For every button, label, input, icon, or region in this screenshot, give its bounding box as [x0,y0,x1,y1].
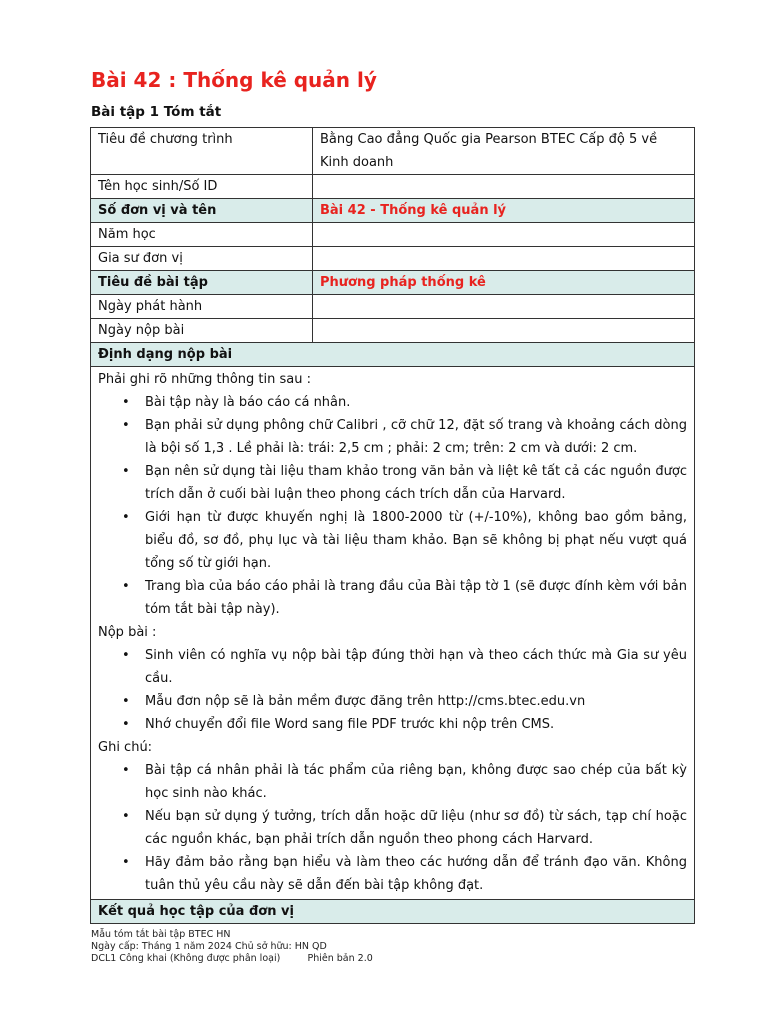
assignment-brief-table [90,127,695,924]
row-value [313,295,695,319]
document-title: Bài 42 : Thống kê quản lý [91,68,377,92]
list-item: • Nếu bạn sử dụng ý tưởng, trích dẫn hoặc dữ liệu (như sơ đồ) từ sách, tạp chí hoặc các nguồn khác, bạn phải trích dẫn nguồn theo phong cách Harvard. [145,805,687,851]
footer-line: Mẫu tóm tắt bài tập BTEC HN [91,929,231,940]
section-header-row [91,343,695,367]
section-header-row [91,900,695,924]
notes-title: Ghi chú: [98,740,153,755]
row-label: Số đơn vị và tên [91,199,313,223]
submission-list [98,644,687,736]
row-value: Phương pháp thống kê [313,271,695,295]
list-item: • Hãy đảm bảo rằng bạn hiểu và làm theo các hướng dẫn để tránh đạo văn. Không tuân thủ yêu cầu này sẽ dẫn đến bài tập không đạt. [145,851,687,897]
table-row [91,128,695,175]
table-row-highlight [91,199,695,223]
row-label: Ngày nộp bài [91,319,313,343]
table-row-highlight [91,271,695,295]
content-row [91,367,695,900]
footer-line: Ngày cấp: Tháng 1 năm 2024 Chủ sở hữu: HN QD [91,941,327,952]
row-label: Ngày phát hành [91,295,313,319]
table-row [91,175,695,199]
row-label: Tiêu đề bài tập [91,271,313,295]
format-list [98,391,687,621]
list-item: • Bài tập cá nhân phải là tác phẩm của riêng bạn, không được sao chép của bất kỳ học sinh nào khác. [145,759,687,805]
row-value [313,319,695,343]
row-value [313,223,695,247]
list-item: • Sinh viên có nghĩa vụ nộp bài tập đúng thời hạn và theo cách thức mà Gia sư yêu cầu. [145,644,687,690]
list-item: • Bạn nên sử dụng tài liệu tham khảo trong văn bản và liệt kê tất cả các nguồn được trích dẫn ở cuối bài luận theo phong cách trích dẫn của Harvard. [145,460,687,506]
list-item: • Nhớ chuyển đổi file Word sang file PDF trước khi nộp trên CMS. [145,713,687,736]
instructions-cell [91,367,695,900]
row-value [313,247,695,271]
row-label: Tiêu đề chương trình [91,128,313,175]
document-subtitle: Bài tập 1 Tóm tắt [91,104,222,120]
table-row [91,319,695,343]
instructions-intro: Phải ghi rõ những thông tin sau : [98,372,311,387]
list-item: • Trang bìa của báo cáo phải là trang đầu của Bài tập tờ 1 (sẽ được đính kèm với bản tóm tắt bài tập này). [145,575,687,621]
list-item: • Bài tập này là báo cáo cá nhân. [145,391,687,414]
submission-format-header: Định dạng nộp bài [91,343,695,367]
submission-title: Nộp bài : [98,625,157,640]
row-label: Tên học sinh/Số ID [91,175,313,199]
list-item: • Bạn phải sử dụng phông chữ Calibri , cỡ chữ 12, đặt số trang và khoảng cách dòng là bội số 1,3 . Lề phải là: trái: 2,5 cm ; phải: 2 cm; trên: 2 cm và dưới: 2 cm. [145,414,687,460]
row-value [313,175,695,199]
page-footer [91,929,373,965]
notes-list [98,759,687,897]
table-row [91,223,695,247]
table-row [91,295,695,319]
list-item: • Giới hạn từ được khuyến nghị là 1800-2000 từ (+/-10%), không bao gồm bảng, biểu đồ, sơ đồ, phụ lục và tài liệu tham khảo. Bạn sẽ không bị phạt nếu vượt quá tổng số từ giới hạn. [145,506,687,575]
row-label: Gia sư đơn vị [91,247,313,271]
learning-outcomes-header: Kết quả học tập của đơn vị [91,900,695,924]
row-label: Năm học [91,223,313,247]
row-value: Bằng Cao đẳng Quốc gia Pearson BTEC Cấp độ 5 về Kinh doanh [313,128,695,175]
row-value: Bài 42 - Thống kê quản lý [313,199,695,223]
table-row [91,247,695,271]
footer-line: DCL1 Công khai (Không được phân loại) Phiên bản 2.0 [91,953,373,964]
list-item: • Mẫu đơn nộp sẽ là bản mềm được đăng trên http://cms.btec.edu.vn [145,690,687,713]
